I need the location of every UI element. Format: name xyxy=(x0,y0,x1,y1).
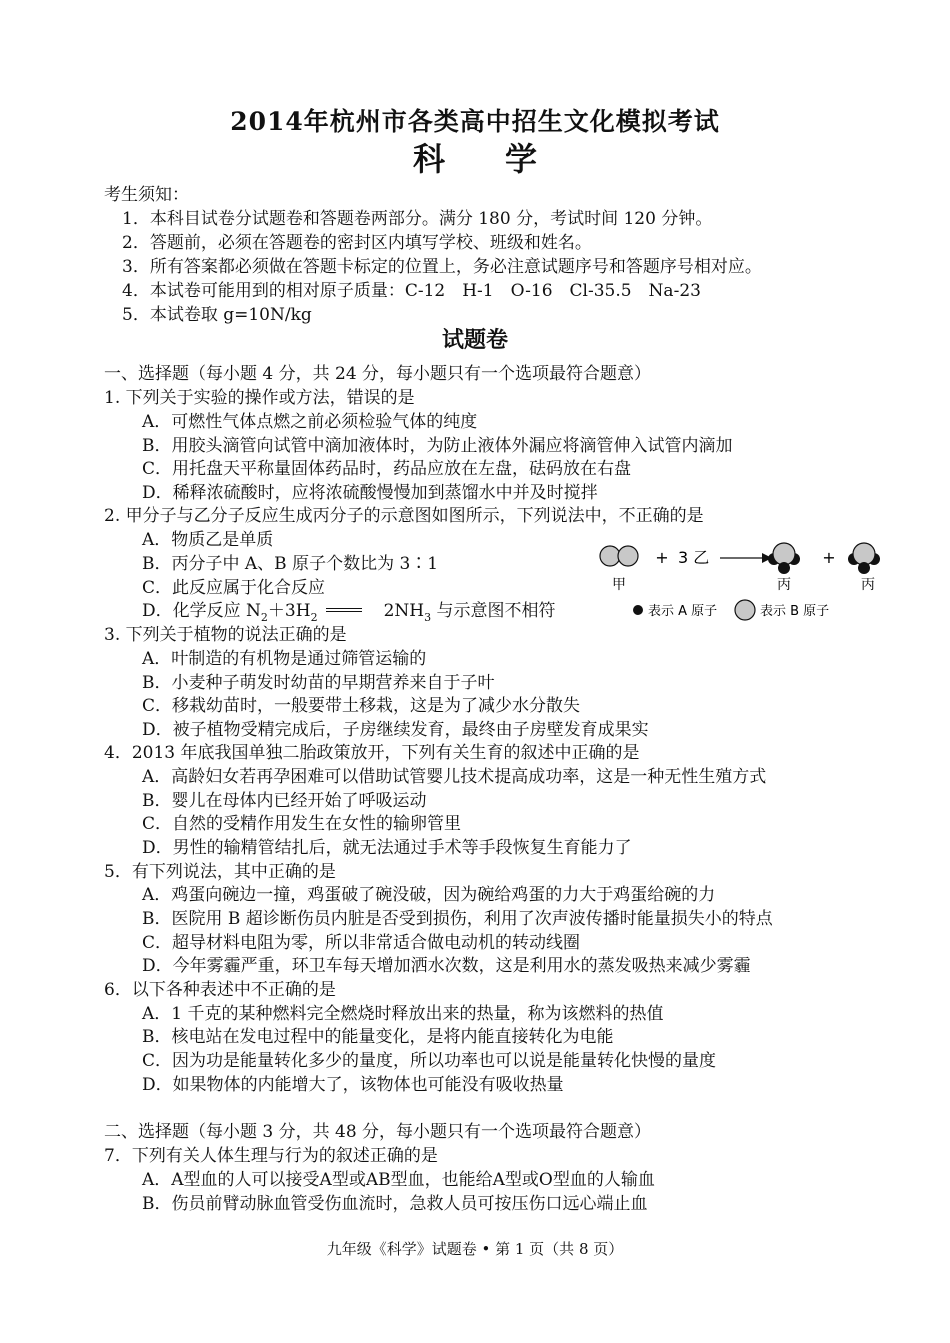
option: D．如果物体的内能增大了，该物体也可能没有吸收热量 xyxy=(142,1075,564,1095)
eq-product: 2NH xyxy=(383,601,425,621)
atom-b xyxy=(773,543,795,565)
question-stem: 2. 甲分子与乙分子反应生成丙分子的示意图如图所示，下列说法中，不正确的是 xyxy=(104,506,704,526)
legend-atom-a xyxy=(633,605,643,615)
option: D．男性的输精管结扎后，就无法通过手术等手段恢复生育能力了 xyxy=(142,838,632,858)
eq-sub: 2 xyxy=(260,611,268,624)
legend-a-label: 表示 A 原子 xyxy=(648,604,718,619)
paper-title: 试题卷 xyxy=(441,328,508,353)
plus-sign: + xyxy=(655,548,669,567)
option: B．用胶头滴管向试管中滴加液体时，为防止液体外漏应将滴管伸入试管内滴加 xyxy=(142,436,733,456)
atom-b xyxy=(853,543,875,565)
notice-item: 3．所有答案都必须做在答题卡标定的位置上，务必注意试题序号和答题序号相对应。 xyxy=(122,257,762,277)
subject-title: 科学 xyxy=(412,140,597,178)
atom-a xyxy=(778,562,790,574)
option: B．丙分子中 A、B 原子个数比为 3∶1 xyxy=(142,554,439,574)
question-stem: 7．下列有关人体生理与行为的叙述正确的是 xyxy=(104,1146,438,1166)
atom-b xyxy=(618,546,638,566)
option: A．鸡蛋向碗边一撞，鸡蛋破了碗没破，因为碗给鸡蛋的力大于鸡蛋给碗的力 xyxy=(142,885,716,905)
label-jia: 甲 xyxy=(612,577,626,593)
option: C．自然的受精作用发生在女性的输卵管里 xyxy=(142,814,462,834)
page-footer: 九年级《科学》试题卷 • 第 1 页（共 8 页） xyxy=(326,1240,624,1258)
section-heading: 一、选择题（每小题 4 分，共 24 分，每小题只有一个选项最符合题意） xyxy=(104,364,652,384)
option: C．移栽幼苗时，一般要带土移栽，这是为了减少水分散失 xyxy=(142,696,581,716)
eq-mid: ＋3H xyxy=(267,601,311,621)
option: D．被子植物受精完成后，子房继续发育，最终由子房壁发育成果实 xyxy=(142,720,649,740)
atom-a xyxy=(858,562,870,574)
notice-heading: 考生须知： xyxy=(104,185,189,205)
eq-prefix: D．化学反应 N xyxy=(142,601,261,621)
coef-yi: 3 乙 xyxy=(678,548,710,567)
notice-item: 2．答题前，必须在答题卷的密封区内填写学校、班级和姓名。 xyxy=(122,233,592,253)
question-stem: 6．以下各种表述中不正确的是 xyxy=(104,980,336,1000)
plus-sign: + xyxy=(822,548,836,567)
option: B．伤员前臂动脉血管受伤血流时，急救人员可按压伤口远心端止血 xyxy=(142,1194,648,1214)
option: C．用托盘天平称量固体药品时，药品应放在左盘，砝码放在右盘 xyxy=(142,459,632,479)
equals-sign xyxy=(326,608,362,612)
option: B．小麦种子萌发时幼苗的早期营养来自于子叶 xyxy=(142,673,495,693)
exam-title: 2014年杭州市各类高中招生文化模拟考试 xyxy=(230,107,720,136)
option: D．今年雾霾严重，环卫车每天增加洒水次数，这是利用水的蒸发吸热来减少雾霾 xyxy=(142,956,751,976)
option: C．此反应属于化合反应 xyxy=(142,578,326,598)
option: B．婴儿在母体内已经开始了呼吸运动 xyxy=(142,791,427,811)
reaction-diagram xyxy=(598,534,898,624)
notice-item: 4．本试卷可能用到的相对原子质量：C-12 H-1 O-16 Cl-35.5 Na-23 xyxy=(122,281,701,301)
option: C．因为功是能量转化多少的量度，所以功率也可以说是能量转化快慢的量度 xyxy=(142,1051,717,1071)
option: B．医院用 B 超诊断伤员内脏是否受到损伤，利用了次声波传播时能量损失小的特点 xyxy=(142,909,773,929)
question-stem: 5．有下列说法，其中正确的是 xyxy=(104,862,336,882)
option: C．超导材料电阻为零，所以非常适合做电动机的转动线圈 xyxy=(142,933,581,953)
eq-sub: 3 xyxy=(424,611,432,624)
section-heading: 二、选择题（每小题 3 分，共 48 分，每小题只有一个选项最符合题意） xyxy=(104,1122,652,1142)
option: A．1 千克的某种燃料完全燃烧时释放出来的热量，称为该燃料的热值 xyxy=(142,1004,664,1024)
option: D．稀释浓硫酸时，应将浓硫酸慢慢加到蒸馏水中并及时搅拌 xyxy=(142,483,598,503)
option: A．A型血的人可以接受A型或AB型血，也能给A型或O型血的人输血 xyxy=(142,1170,655,1190)
option: A．高龄妇女若再孕困难可以借助试管婴儿技术提高成功率，这是一种无性生殖方式 xyxy=(142,767,767,787)
label-bing: 丙 xyxy=(861,577,875,593)
eq-suffix: 与示意图不相符 xyxy=(431,601,556,621)
option: B．核电站在发电过程中的能量变化，是将内能直接转化为电能 xyxy=(142,1027,614,1047)
option: A．可燃性气体点燃之前必须检验气体的纯度 xyxy=(142,412,478,432)
notice-item: 1．本科目试卷分试题卷和答题卷两部分。满分 180 分，考试时间 120 分钟。 xyxy=(122,209,713,229)
question-stem: 3. 下列关于植物的说法正确的是 xyxy=(104,625,347,645)
eq-sub: 2 xyxy=(310,611,318,624)
legend-b-label: 表示 B 原子 xyxy=(760,604,830,619)
legend-atom-b xyxy=(735,600,755,620)
option: A．物质乙是单质 xyxy=(142,530,274,550)
question-stem: 1. 下列关于实验的操作或方法，错误的是 xyxy=(104,388,415,408)
question-stem: 4．2013 年底我国单独二胎政策放开，下列有关生育的叙述中正确的是 xyxy=(104,743,640,763)
atom-b xyxy=(600,546,620,566)
notice-item: 5．本试卷取 g=10N/kg xyxy=(122,305,312,325)
option: A．叶制造的有机物是通过筛管运输的 xyxy=(142,649,427,669)
label-bing: 丙 xyxy=(777,577,791,593)
